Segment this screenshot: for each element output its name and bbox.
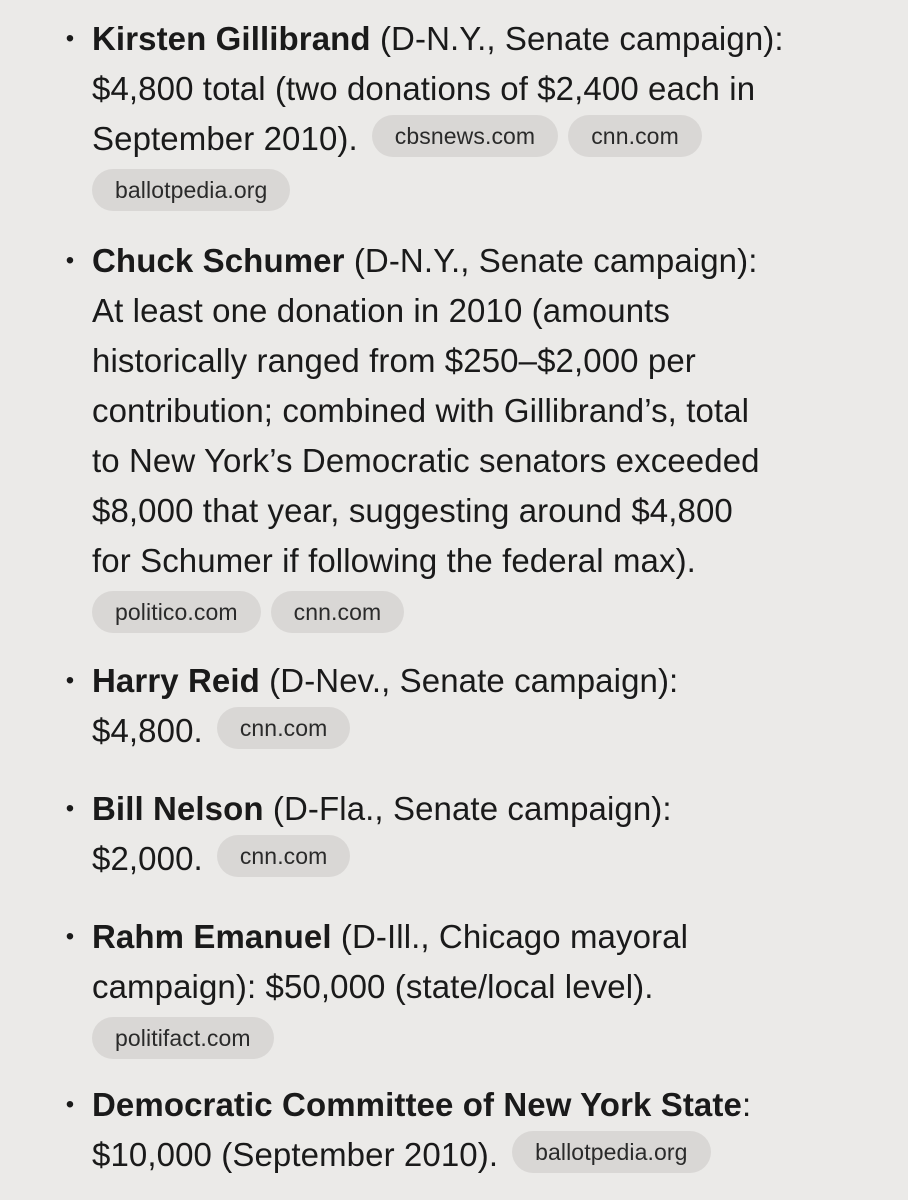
list-item-emanuel bbox=[65, 912, 882, 1058]
item-text: $10,000 (September 2010). bbox=[92, 1136, 499, 1173]
item-text: (D-Fla., Senate campaign): bbox=[263, 790, 672, 827]
recipient-name: Kirsten Gillibrand bbox=[92, 20, 371, 57]
item-text: : bbox=[741, 1086, 752, 1123]
list-item-reid bbox=[65, 656, 882, 756]
chip-row bbox=[92, 168, 882, 210]
recipient-name: Harry Reid bbox=[92, 662, 260, 699]
item-text: $8,000 that year, suggesting around $4,800 bbox=[92, 492, 733, 529]
recipient-name: Rahm Emanuel bbox=[92, 918, 332, 955]
bullet: • bbox=[65, 1091, 75, 1118]
item-text: At least one donation in 2010 (amounts bbox=[92, 292, 671, 329]
item-text: (D-N.Y., Senate campaign): bbox=[370, 20, 784, 57]
item-text: campaign): $50,000 (state/local level). bbox=[92, 968, 654, 1005]
item-text: to New York’s Democratic senators exceeded bbox=[92, 442, 760, 479]
source-chip-ballotpedia[interactable]: ballotpedia.org bbox=[512, 1131, 710, 1173]
source-chip-politifact[interactable]: politifact.com bbox=[92, 1017, 274, 1059]
bullet: • bbox=[65, 25, 75, 52]
source-chip-ballotpedia[interactable]: ballotpedia.org bbox=[92, 169, 290, 211]
source-chip-cnn[interactable]: cnn.com bbox=[217, 835, 351, 877]
item-text: (D-N.Y., Senate campaign): bbox=[344, 242, 758, 279]
list-item-schumer bbox=[65, 236, 882, 632]
item-text: $4,800. bbox=[92, 712, 203, 749]
item-text: (D-Ill., Chicago mayoral bbox=[331, 918, 689, 955]
bullet: • bbox=[65, 795, 75, 822]
item-text: $2,000. bbox=[92, 840, 203, 877]
recipient-name: Chuck Schumer bbox=[92, 242, 345, 279]
item-text: historically ranged from $250–$2,000 per bbox=[92, 342, 696, 379]
item-text: contribution; combined with Gillibrand’s, total bbox=[92, 392, 750, 429]
item-text: (D-Nev., Senate campaign): bbox=[259, 662, 679, 699]
recipient-name: Bill Nelson bbox=[92, 790, 264, 827]
item-text: $4,800 total (two donations of $2,400 each in bbox=[92, 70, 756, 107]
list-item-gillibrand bbox=[65, 14, 882, 210]
chip-row bbox=[92, 1016, 882, 1058]
source-chip-cnn[interactable]: cnn.com bbox=[271, 591, 405, 633]
recipient-name: Democratic Committee of New York State bbox=[92, 1086, 742, 1123]
item-text: September 2010). bbox=[92, 120, 358, 157]
source-chip-cnn[interactable]: cnn.com bbox=[568, 115, 702, 157]
list-item-dcnys bbox=[65, 1080, 882, 1180]
chip-row bbox=[92, 590, 882, 632]
source-chip-politico[interactable]: politico.com bbox=[92, 591, 261, 633]
item-text: for Schumer if following the federal max). bbox=[92, 542, 696, 579]
source-chip-cbsnews[interactable]: cbsnews.com bbox=[372, 115, 558, 157]
source-chip-cnn[interactable]: cnn.com bbox=[217, 707, 351, 749]
bullet: • bbox=[65, 247, 75, 274]
list-item-nelson bbox=[65, 784, 882, 884]
bullet: • bbox=[65, 923, 75, 950]
bullet: • bbox=[65, 667, 75, 694]
